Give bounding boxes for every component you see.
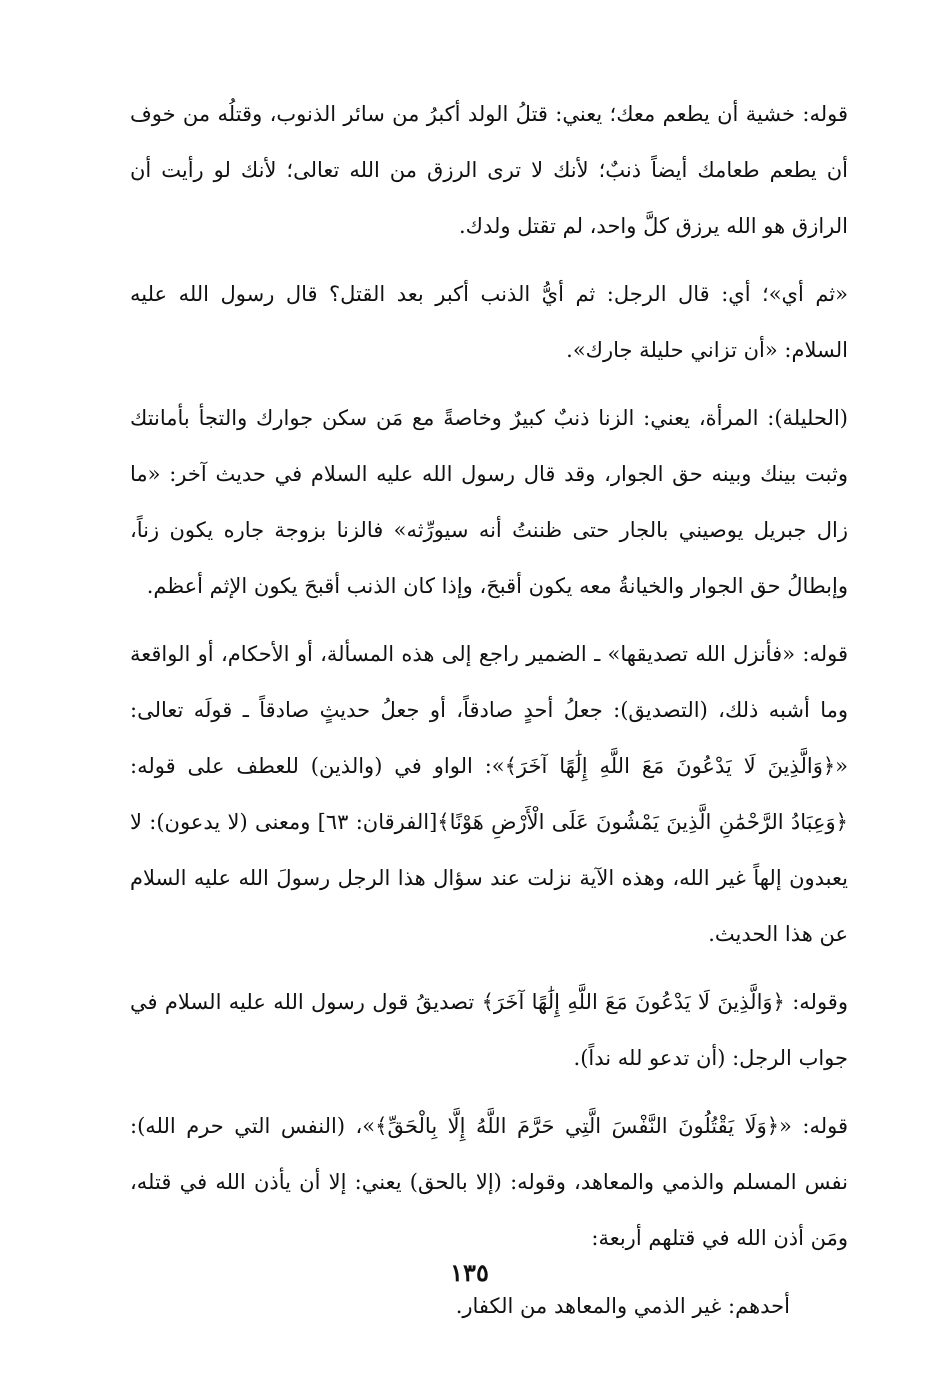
page-number: ١٣٥ [450, 1258, 489, 1287]
page-body [130, 86, 848, 1346]
paragraph-5: وقوله: ﴿وَالَّذِينَ لَا يَدْعُونَ مَعَ اللَّهِ إِلَٰهًا آخَرَ﴾ تصديقُ قول رسول الله عليه السلام في جواب الرجل: (أن تدعو لله نداً). [130, 990, 848, 1070]
paragraph-7: أحدهم: غير الذمي والمعاهد من الكفار. [455, 1294, 790, 1318]
paragraph-3: (الحليلة): المرأة، يعني: الزنا ذنبٌ كبيرٌ وخاصةً مع مَن سكن جوارك والتجأ بأمانتك وثبت بينك وبينه حق الجوار، وقد قال رسول الله عليه السلام في حديث آخر: «ما زال جبريل يوصيني بالجار حتى ظننتُ أنه سيورِّثه» فالزنا بزوجة جاره يكون زناً، وإبطالُ حق الجوار والخيانةُ معه يكون أقبحَ، وإذا كان الذنب أقبحَ يكون الإثم أعظم. [130, 406, 848, 598]
paragraph-4: قوله: «فأنزل الله تصديقها» ـ الضمير راجع إلى هذه المسألة، أو الأحكام، أو الواقعة وما أشبه ذلك، (التصديق): جعلُ أحدٍ صادقاً، أو جعلُ حديثٍ صادقاً ـ قولَه تعالى: «﴿وَالَّذِينَ لَا يَدْعُونَ مَعَ اللَّهِ إِلَٰهًا آخَرَ﴾»: الواو في (والذين) للعطف على قوله: ﴿وَعِبَادُ الرَّحْمَٰنِ الَّذِينَ يَمْشُونَ عَلَى الْأَرْضِ هَوْنًا﴾[الفرقان: ٦٣] ومعنى (لا يدعون): لا يعبدون إلهاً غير الله، وهذه الآية نزلت عند سؤال هذا الرجل رسولَ الله عليه السلام عن هذا الحديث. [130, 642, 848, 946]
paragraph-6: قوله: «﴿وَلَا يَقْتُلُونَ النَّفْسَ الَّتِي حَرَّمَ اللَّهُ إِلَّا بِالْحَقِّ﴾»، (النفس التي حرم الله): نفس المسلم والذمي والمعاهد، وقوله: (إلا بالحق) يعني: إلا أن يأذن الله في قتله، ومَن أذن الله في قتلهم أربعة: [130, 1114, 848, 1250]
paragraph-2: «ثم أي»؛ أي: قال الرجل: ثم أيُّ الذنب أكبر بعد القتل؟ قال رسول الله عليه السلام: «أن تزاني حليلة جارك». [130, 282, 848, 362]
paragraph-1: قوله: خشية أن يطعم معك؛ يعني: قتلُ الولد أكبرُ من سائر الذنوب، وقتلُه من خوف أن يطعم طعامك أيضاً ذنبٌ؛ لأنك لا ترى الرزق من الله تعالى؛ لأنك لو رأيت أن الرازق هو الله يرزق كلَّ واحد، لم تقتل ولدك. [130, 102, 848, 238]
